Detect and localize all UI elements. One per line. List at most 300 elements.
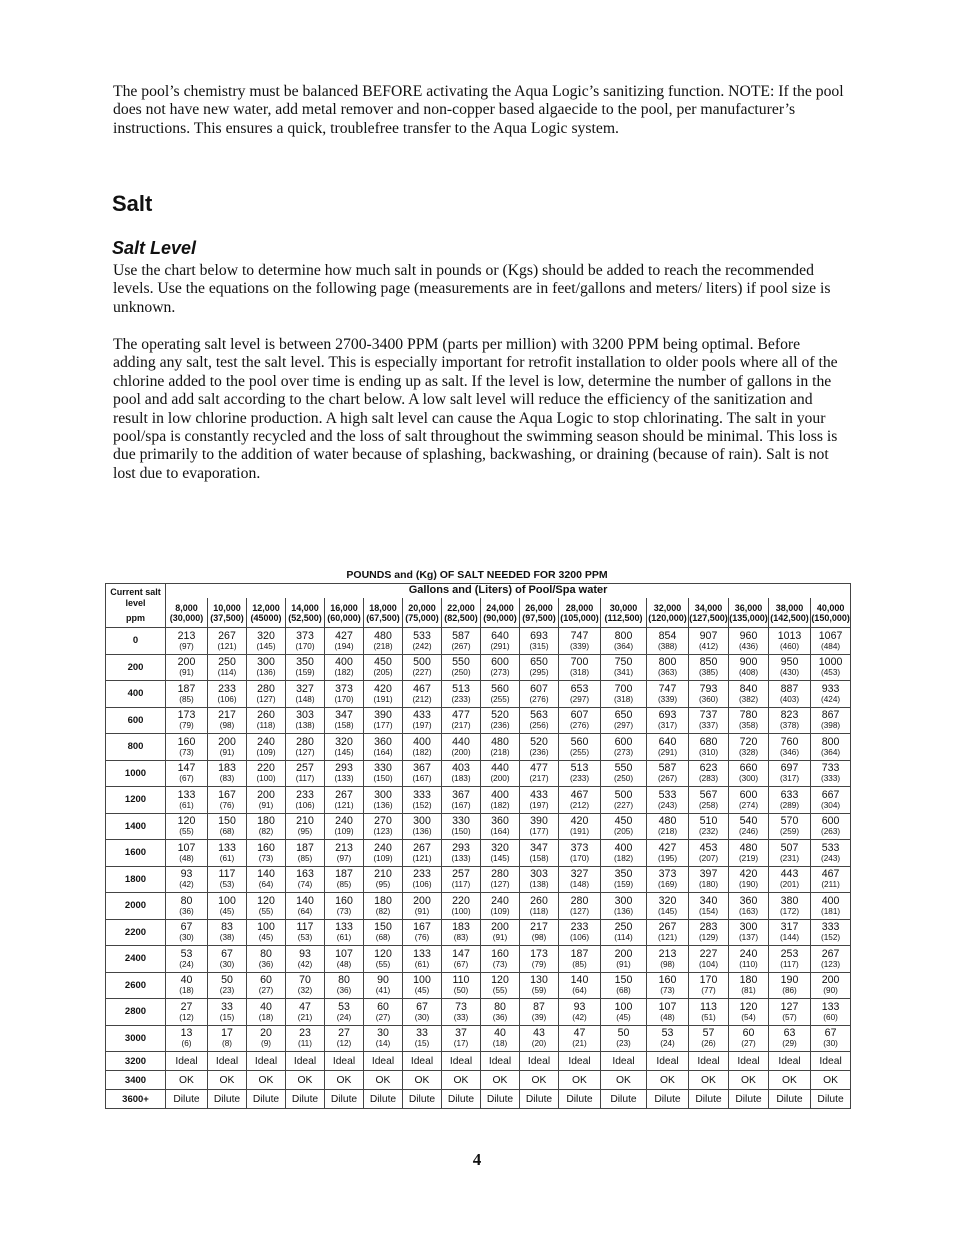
salt-pounds: 330 [374,762,392,775]
table-cell [481,866,520,893]
salt-kg: (127) [295,747,315,757]
table-cell [403,760,442,787]
salt-pounds: 347 [335,709,353,722]
salt-pounds: 563 [530,709,548,722]
salt-pounds: 107 [177,841,196,854]
salt-pounds: 140 [257,868,275,881]
salt-pounds: 320 [491,841,509,854]
table-cell [166,654,208,681]
gallons-label: 8,000 [175,603,198,614]
salt-pounds: 107 [658,1000,677,1013]
salt-kg: (20) [531,1039,547,1049]
table-cell [208,787,247,814]
table-cell [769,734,811,761]
table-cell [208,654,247,681]
table-cell [166,866,208,893]
table-cell [647,760,689,787]
salt-kg: (197) [412,721,432,731]
salt-kg: (83) [453,933,469,943]
table-cell [601,707,647,734]
salt-kg: (68) [616,986,631,996]
table-cell [689,707,729,734]
column-header-cell [769,598,811,628]
table-cell [403,787,442,814]
table-cell [325,787,364,814]
table-cell [247,999,286,1026]
salt-kg: (283) [698,774,719,784]
status-cell: Dilute [247,1090,286,1109]
table-cell [166,813,208,840]
salt-pounds: 360 [491,815,509,828]
salt-pounds: 100 [614,1000,633,1013]
salt-kg: (200) [451,747,471,757]
status-cell: OK [286,1071,325,1090]
table-cell [647,919,689,946]
table-cell [811,787,851,814]
salt-kg: (233) [569,774,590,784]
salt-kg: (170) [295,641,315,651]
salt-pounds: 533 [821,841,840,854]
salt-kg: (61) [336,933,352,943]
salt-pounds: 373 [570,841,589,854]
table-cell [286,972,325,999]
salt-level-cell: 1200 [106,787,166,814]
table-cell [325,866,364,893]
salt-pounds: 660 [739,762,758,775]
salt-pounds: 150 [374,921,392,934]
gallons-label: 18,000 [369,603,397,614]
salt-kg: (194) [334,641,354,651]
gallons-label: 24,000 [486,603,514,614]
table-cell [403,972,442,999]
status-cell: Dilute [647,1090,689,1109]
salt-pounds: 373 [335,682,353,695]
salt-kg: (118) [529,906,549,916]
salt-pounds: 50 [617,1027,630,1040]
salt-pounds: 167 [413,921,431,934]
salt-pounds: 233 [570,921,589,934]
table-cell [481,760,520,787]
salt-pounds: 570 [780,815,799,828]
salt-kg: (91) [258,800,274,810]
table-cell [208,866,247,893]
salt-pounds: 360 [374,735,392,748]
table-cell [442,681,481,708]
salt-kg: (191) [373,694,393,704]
gallons-label: 32,000 [653,603,682,614]
table-cell [208,681,247,708]
table-cell [729,1025,769,1052]
salt-kg: (6) [181,1039,192,1049]
table-cell [769,654,811,681]
salt-pounds: 440 [491,762,509,775]
table-cell [325,734,364,761]
table-cell [364,734,403,761]
salt-pounds: 27 [338,1027,350,1040]
table-cell [647,654,689,681]
salt-kg: (109) [490,906,510,916]
table-cell [811,972,851,999]
status-cell: Dilute [481,1090,520,1109]
salt-kg: (100) [256,774,276,784]
salt-pounds: 100 [413,974,431,987]
salt-pounds: 347 [530,841,548,854]
table-cell [769,972,811,999]
table-cell [325,972,364,999]
salt-kg: (54) [741,1012,756,1022]
column-header-cell [647,598,689,628]
salt-pounds: 733 [821,762,840,775]
salt-pounds: 40 [180,974,193,987]
table-cell [811,919,851,946]
salt-pounds: 190 [780,974,799,987]
salt-kg: (256) [529,721,549,731]
salt-pounds: 560 [570,735,589,748]
salt-pounds: 257 [452,868,470,881]
salt-pounds: 293 [452,841,470,854]
table-row [106,1090,851,1109]
salt-kg: (315) [529,641,549,651]
table-cell [364,972,403,999]
table-cell [559,628,601,655]
table-cell [520,919,559,946]
table-cell [647,628,689,655]
table-cell [689,999,729,1026]
table-cell [647,972,689,999]
salt-kg: (300) [738,774,759,784]
table-cell [520,999,559,1026]
salt-kg: (159) [295,668,315,678]
table-cell [559,999,601,1026]
salt-pounds: 80 [494,1000,506,1013]
salt-pounds: 240 [739,947,758,960]
table-cell [729,787,769,814]
table-cell [729,972,769,999]
table-cell [247,628,286,655]
table-cell [208,919,247,946]
table-cell [769,840,811,867]
salt-pounds: 397 [699,868,718,881]
table-cell [403,919,442,946]
salt-kg: (259) [779,827,800,837]
salt-kg: (90) [823,986,838,996]
table-cell [647,946,689,973]
salt-pounds: 367 [452,788,470,801]
status-cell: OK [647,1071,689,1090]
table-cell [166,972,208,999]
table-cell [166,734,208,761]
salt-kg: (81) [741,986,756,996]
status-cell: OK [811,1071,851,1090]
salt-pounds: 13 [180,1027,193,1040]
table-cell [520,972,559,999]
table-cell [325,707,364,734]
salt-kg: (123) [373,827,393,837]
table-cell [364,654,403,681]
table-cell [286,919,325,946]
salt-pounds: 887 [780,682,799,695]
table-cell [520,628,559,655]
table-cell [811,654,851,681]
salt-kg: (97) [179,641,194,651]
table-cell [247,787,286,814]
salt-pounds: 420 [739,868,758,881]
salt-kg: (145) [256,641,276,651]
table-cell [208,760,247,787]
salt-kg: (167) [412,774,432,784]
salt-pounds: 800 [658,656,677,669]
table-cell [520,787,559,814]
salt-pounds: 117 [218,868,236,881]
table-cell [286,681,325,708]
salt-level-cell: 1000 [106,760,166,787]
salt-kg: (67) [453,959,469,969]
status-cell: Dilute [325,1090,364,1109]
table-cell [208,813,247,840]
table-cell [325,840,364,867]
salt-kg: (79) [179,721,194,731]
liters-label: (112,500) [604,613,643,624]
salt-pounds: 427 [658,841,677,854]
table-cell [601,734,647,761]
table-cell [601,840,647,867]
table-cell [811,734,851,761]
status-cell: OK [364,1071,403,1090]
salt-kg: (148) [569,880,590,890]
salt-kg: (26) [701,1039,716,1049]
salt-pounds: 240 [491,894,509,907]
salt-pounds: 140 [570,974,589,987]
salt-kg: (29) [782,1039,797,1049]
salt-pounds: 400 [821,894,840,907]
salt-kg: (91) [219,747,235,757]
salt-pounds: 697 [780,762,799,775]
salt-pounds: 550 [452,656,470,669]
gallons-label: 12,000 [252,603,280,614]
table-cell [208,1025,247,1052]
table-row [106,919,851,946]
salt-kg: (30) [414,1012,430,1022]
table-cell [286,787,325,814]
salt-pounds: 1013 [777,629,802,642]
table-cell [520,946,559,973]
salt-pounds: 63 [783,1027,796,1040]
status-cell: OK [689,1071,729,1090]
salt-kg: (14) [375,1039,391,1049]
salt-kg: (106) [295,800,315,810]
salt-kg: (127) [490,880,510,890]
salt-kg: (36) [492,1012,508,1022]
salt-kg: (364) [821,747,841,757]
salt-kg: (183) [451,774,471,784]
table-cell [481,893,520,920]
salt-pounds: 280 [296,735,314,748]
table-cell [647,813,689,840]
salt-pounds: 420 [570,815,589,828]
table-cell [520,866,559,893]
column-header-cell [364,598,403,628]
table-cell [325,1025,364,1052]
salt-kg: (145) [657,906,678,916]
salt-kg: (138) [295,721,315,731]
salt-pounds: 117 [296,921,314,934]
table-cell [769,628,811,655]
salt-kg: (382) [738,694,759,704]
salt-kg: (60) [823,1012,838,1022]
salt-level-cell: 1800 [106,866,166,893]
salt-pounds: 87 [533,1000,545,1013]
salt-kg: (363) [657,668,678,678]
salt-kg: (68) [375,933,391,943]
table-cell [811,893,851,920]
salt-pounds: 513 [570,762,589,775]
status-cell: Ideal [442,1052,481,1071]
table-cell [481,707,520,734]
table-row [106,628,851,655]
status-cell: Ideal [520,1052,559,1071]
table-cell [442,1025,481,1052]
salt-pounds: 533 [658,788,677,801]
salt-kg: (233) [451,694,471,704]
table-row [106,840,851,867]
table-row [106,866,851,893]
salt-kg: (297) [613,721,634,731]
table-row [106,1052,851,1071]
salt-kg: (118) [256,721,276,731]
salt-table-title: POUNDS and (Kg) OF SALT NEEDED FOR 3200 PPM [346,569,608,581]
salt-pounds: 133 [413,947,431,960]
salt-kg: (55) [179,827,194,837]
salt-pounds: 147 [452,947,470,960]
salt-kg: (136) [613,906,634,916]
salt-level-cell: 3600+ [106,1090,166,1109]
salt-kg: (85) [179,694,194,704]
salt-kg: (53) [219,880,235,890]
status-cell: Ideal [811,1052,851,1071]
salt-kg: (27) [258,986,274,996]
salt-kg: (217) [451,721,471,731]
table-row [106,787,851,814]
salt-pounds: 320 [335,735,353,748]
table-cell [442,866,481,893]
salt-pounds: 80 [338,974,350,987]
salt-pounds: 340 [699,894,718,907]
salt-kg: (91) [492,933,508,943]
table-cell [403,1025,442,1052]
salt-kg: (64) [572,986,587,996]
salt-level-cell: 1400 [106,813,166,840]
salt-pounds: 467 [413,682,431,695]
salt-pounds: 300 [413,815,431,828]
salt-pounds: 160 [658,974,677,987]
salt-pounds: 93 [573,1000,586,1013]
table-cell [247,734,286,761]
table-cell [520,681,559,708]
status-cell: Ideal [286,1052,325,1071]
salt-kg: (61) [414,959,430,969]
salt-pounds: 220 [452,894,470,907]
status-cell: Ideal [769,1052,811,1071]
salt-kg: (129) [698,933,719,943]
table-cell [601,893,647,920]
salt-pounds: 43 [533,1027,545,1040]
salt-pounds: 320 [658,894,677,907]
table-cell [403,840,442,867]
salt-kg: (32) [297,986,313,996]
salt-pounds: 907 [699,629,718,642]
table-row [106,893,851,920]
column-header-cell [601,598,647,628]
table-cell [286,1025,325,1052]
table-cell [811,999,851,1026]
table-cell [811,628,851,655]
salt-pounds: 217 [530,921,548,934]
salt-pounds: 350 [296,656,314,669]
salt-kg: (152) [821,933,841,943]
salt-pounds: 17 [221,1027,233,1040]
salt-pounds: 200 [177,656,196,669]
table-cell [729,681,769,708]
gallons-label: 38,000 [775,603,804,614]
salt-pounds: 480 [739,841,758,854]
salt-kg: (133) [451,853,471,863]
table-cell [729,628,769,655]
salt-kg: (57) [782,1012,797,1022]
salt-pounds: 167 [218,788,236,801]
salt-pounds: 23 [299,1027,311,1040]
salt-kg: (18) [492,1039,508,1049]
table-cell [689,787,729,814]
salt-kg: (267) [657,774,678,784]
liters-label: (105,000) [560,613,599,624]
table-cell [442,840,481,867]
status-cell: OK [208,1071,247,1090]
salt-pounds: 140 [296,894,314,907]
salt-pounds: 693 [530,629,548,642]
salt-kg: (85) [572,959,587,969]
table-cell [364,999,403,1026]
column-header-cell [481,598,520,628]
salt-kg: (436) [738,641,759,651]
salt-kg: (42) [297,959,313,969]
salt-kg: (218) [490,747,510,757]
salt-pounds: 507 [780,841,799,854]
salt-kg: (197) [529,800,549,810]
salt-kg: (123) [821,959,841,969]
table-cell [325,681,364,708]
status-cell: Ideal [325,1052,364,1071]
table-cell [647,1025,689,1052]
salt-pounds: 640 [491,629,509,642]
table-cell [481,972,520,999]
salt-pounds: 283 [699,921,718,934]
table-row [106,654,851,681]
salt-kg: (136) [412,827,432,837]
status-cell: Ideal [247,1052,286,1071]
salt-kg: (64) [297,906,313,916]
salt-pounds: 80 [180,894,193,907]
salt-pounds: 60 [742,1027,755,1040]
salt-pounds: 793 [699,682,718,695]
salt-pounds: 113 [700,1000,717,1013]
salt-kg: (15) [219,1012,235,1022]
table-cell [442,734,481,761]
salt-pounds: 693 [658,709,677,722]
salt-kg: (289) [779,800,800,810]
salt-kg: (17) [453,1039,469,1049]
table-cell [769,893,811,920]
table-cell [689,840,729,867]
